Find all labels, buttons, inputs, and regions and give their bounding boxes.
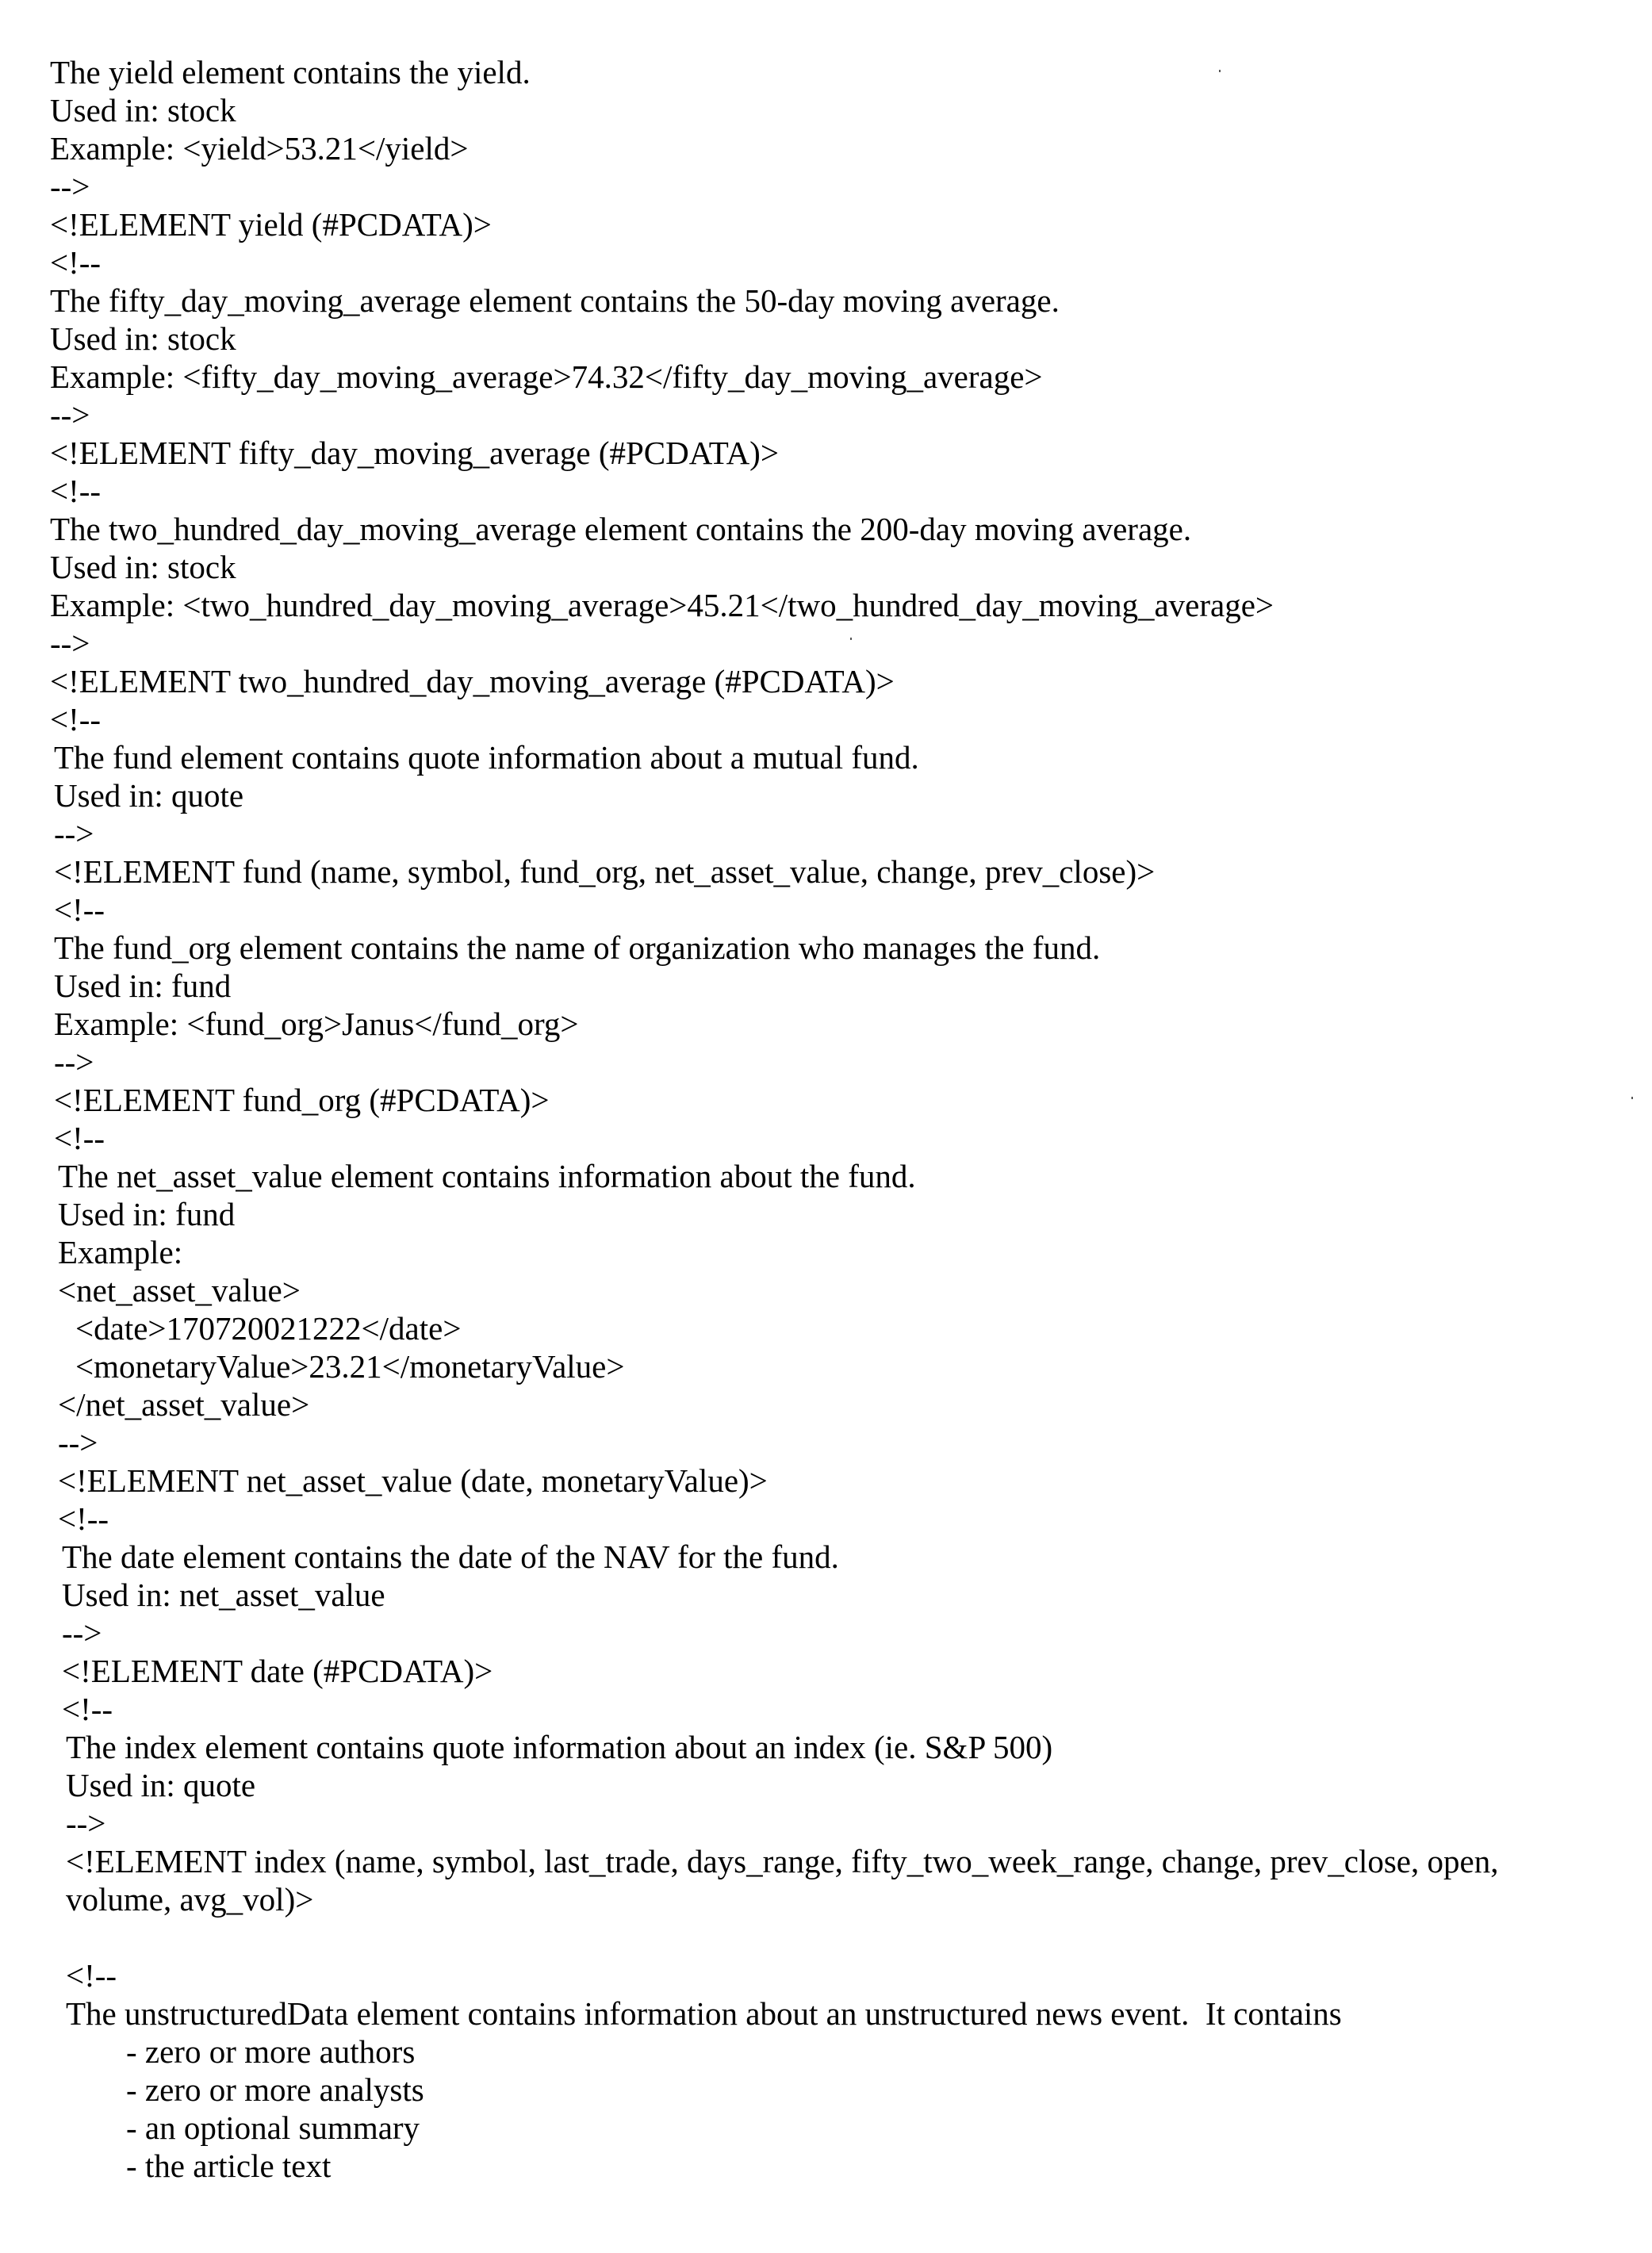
comment-close: --> bbox=[50, 168, 90, 205]
comment-open: <!-- bbox=[50, 473, 102, 509]
example-text: Example: <fifty_day_moving_average>74.32</fifty_day_moving_average> bbox=[50, 358, 1043, 395]
element-description: The date element contains the date of the NAV for the fund. bbox=[62, 1538, 839, 1575]
comment-close: --> bbox=[66, 1805, 106, 1841]
comment-close: --> bbox=[62, 1615, 102, 1651]
example-text: Example: <yield>53.21</yield> bbox=[50, 130, 469, 167]
date-element-comment bbox=[0, 1538, 1652, 1728]
used-in-text: Used in: stock bbox=[50, 92, 236, 128]
comment-close: --> bbox=[54, 815, 94, 852]
example-text: Example: <fund_org>Janus</fund_org> bbox=[54, 1006, 579, 1042]
comment-open: <!-- bbox=[50, 244, 102, 281]
comment-open: <!-- bbox=[58, 1500, 109, 1537]
example-code-line bbox=[0, 1309, 1652, 1347]
fund-org-element-comment bbox=[0, 929, 1652, 1157]
element-declaration: <!ELEMENT net_asset_value (date, monetaryValue)> bbox=[58, 1462, 768, 1499]
scan-speck bbox=[1631, 1097, 1633, 1099]
list-item bbox=[0, 2033, 1652, 2071]
element-declaration: <!ELEMENT fund (name, symbol, fund_org, net_asset_value, change, prev_close)> bbox=[54, 853, 1156, 890]
used-in-text: Used in: fund bbox=[54, 967, 232, 1004]
list-item bbox=[0, 2071, 1652, 2109]
fifty-day-moving-average-comment bbox=[0, 282, 1652, 510]
list-item bbox=[0, 2109, 1652, 2147]
used-in-text: Used in: quote bbox=[54, 777, 244, 814]
element-description: The index element contains quote information about an index (ie. S&P 500) bbox=[66, 1729, 1053, 1765]
element-description: The unstructuredData element contains information about an unstructured news event. It contains bbox=[66, 1995, 1342, 2032]
element-declaration: <!ELEMENT index (name, symbol, last_trade, days_range, fifty_two_week_range, change, prev_close, open, bbox=[66, 1843, 1499, 1879]
example-text: Example: <two_hundred_day_moving_average>45.21</two_hundred_day_moving_average> bbox=[50, 587, 1274, 623]
example-code-line: </net_asset_value> bbox=[58, 1386, 310, 1423]
used-in-text: Used in: net_asset_value bbox=[62, 1577, 385, 1613]
comment-open: <!-- bbox=[50, 701, 102, 738]
element-description: The fund element contains quote information about a mutual fund. bbox=[54, 739, 919, 776]
scan-speck bbox=[850, 638, 852, 640]
element-declaration: <!ELEMENT two_hundred_day_moving_average (#PCDATA)> bbox=[50, 663, 895, 699]
comment-open: <!-- bbox=[62, 1691, 113, 1727]
used-in-text: Used in: stock bbox=[50, 549, 236, 585]
example-label: Example: bbox=[58, 1234, 183, 1270]
example-code-date: <date>170720021222</date> bbox=[75, 1310, 462, 1347]
example-code-line: <net_asset_value> bbox=[58, 1272, 301, 1309]
element-description: The net_asset_value element contains information about the fund. bbox=[58, 1158, 916, 1194]
comment-close: --> bbox=[54, 1044, 94, 1080]
element-description: The fifty_day_moving_average element contains the 50-day moving average. bbox=[50, 282, 1060, 319]
scan-speck bbox=[1219, 70, 1221, 72]
list-item-text: - the article text bbox=[126, 2148, 332, 2184]
example-code-line bbox=[0, 1347, 1652, 1385]
comment-open: <!-- bbox=[54, 891, 105, 928]
element-declaration: <!ELEMENT fifty_day_moving_average (#PCDATA)> bbox=[50, 435, 779, 471]
comment-open: <!-- bbox=[54, 1120, 105, 1156]
used-in-text: Used in: stock bbox=[50, 320, 236, 357]
comment-close: --> bbox=[58, 1424, 98, 1461]
element-declaration: <!ELEMENT date (#PCDATA)> bbox=[62, 1653, 493, 1689]
dtd-document-page bbox=[0, 53, 1652, 2185]
index-element-comment bbox=[0, 1728, 1652, 1918]
two-hundred-day-moving-average-comment bbox=[0, 510, 1652, 738]
comment-close: --> bbox=[50, 397, 90, 433]
element-description: The two_hundred_day_moving_average element contains the 200-day moving average. bbox=[50, 511, 1192, 547]
element-declaration: <!ELEMENT fund_org (#PCDATA)> bbox=[54, 1082, 550, 1118]
net-asset-value-element-comment bbox=[0, 1157, 1652, 1538]
used-in-text: Used in: fund bbox=[58, 1196, 236, 1232]
used-in-text: Used in: quote bbox=[66, 1767, 256, 1803]
blank-line bbox=[0, 1918, 1652, 1956]
example-code-monetary-value: <monetaryValue>23.21</monetaryValue> bbox=[75, 1348, 625, 1385]
fund-element-comment bbox=[0, 738, 1652, 929]
element-declaration-continued: volume, avg_vol)> bbox=[66, 1881, 314, 1918]
list-item bbox=[0, 2147, 1652, 2185]
unstructured-data-element-comment bbox=[0, 1956, 1652, 2185]
list-item-text: - zero or more analysts bbox=[126, 2071, 424, 2108]
list-item-text: - zero or more authors bbox=[126, 2033, 416, 2070]
element-description: The yield element contains the yield. bbox=[50, 54, 531, 90]
yield-element-comment bbox=[0, 53, 1652, 282]
comment-open: <!-- bbox=[66, 1957, 117, 1994]
element-declaration: <!ELEMENT yield (#PCDATA)> bbox=[50, 206, 492, 243]
list-item-text: - an optional summary bbox=[126, 2109, 420, 2146]
comment-close: --> bbox=[50, 625, 90, 661]
element-description: The fund_org element contains the name of organization who manages the fund. bbox=[54, 929, 1101, 966]
